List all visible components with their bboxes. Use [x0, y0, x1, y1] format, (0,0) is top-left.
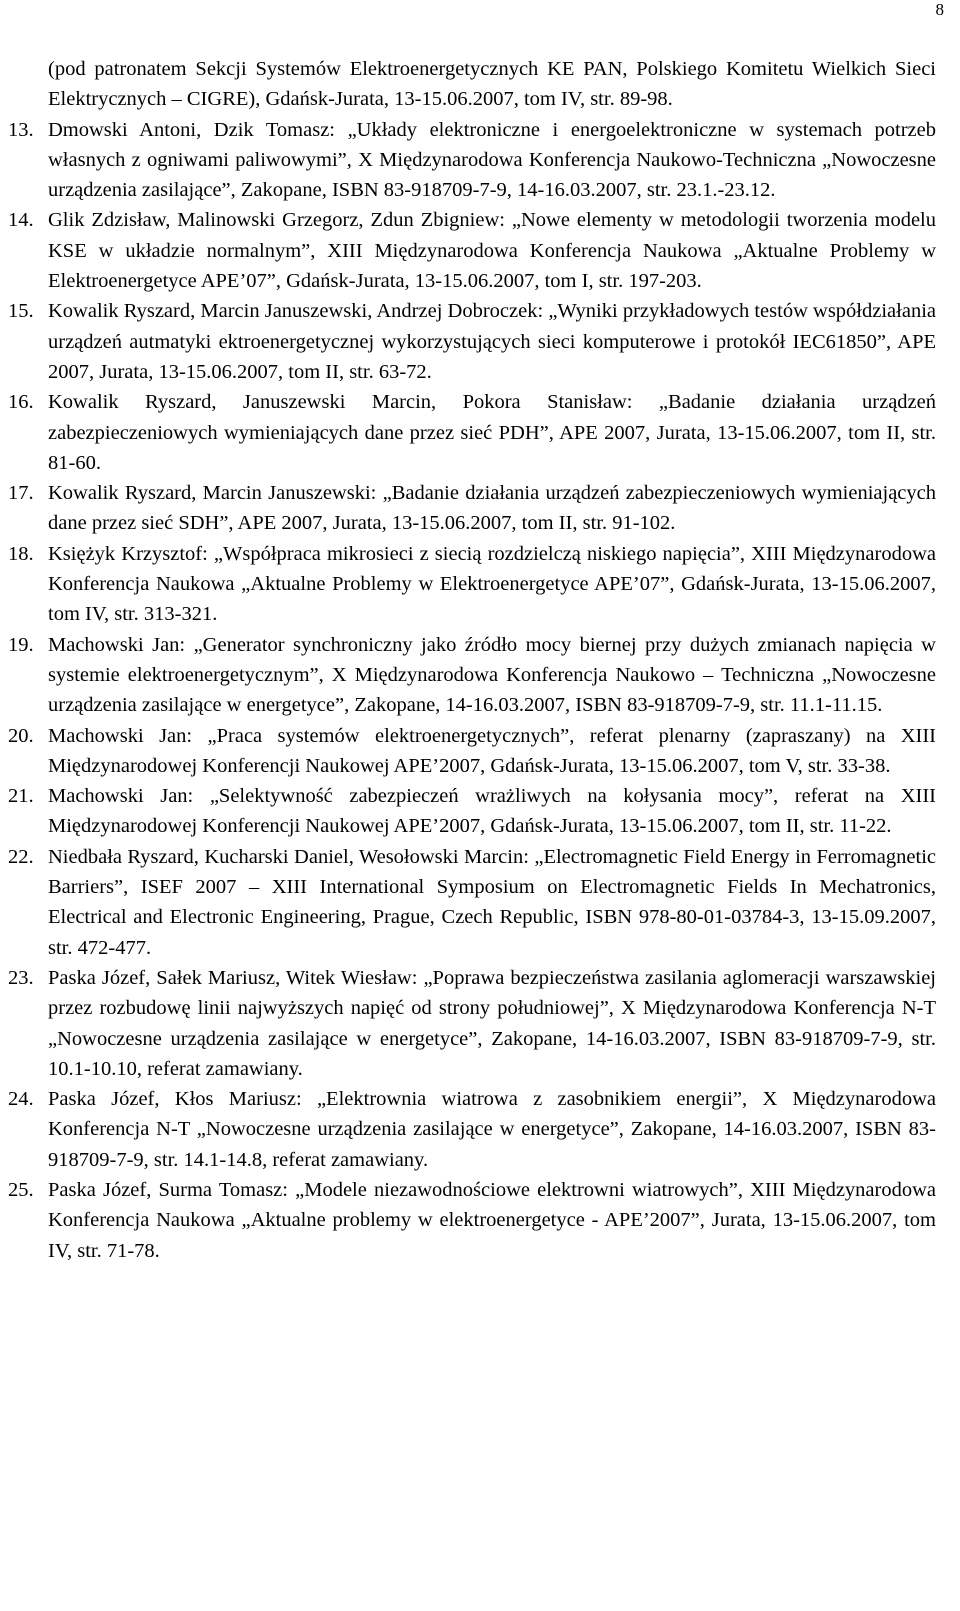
reference-number: 13. — [8, 118, 34, 141]
reference-item-15 — [8, 296, 936, 387]
reference-item-21 — [8, 781, 936, 842]
reference-text: Paska Józef, Surma Tomasz: „Modele niezawodnościowe elektrowni wiatrowych”, XIII Międzynarodowa Konferencja Naukowa „Aktualne problemy w elektroenergetyce - APE’2007”, Jurata, 13-15.06.2007, tom IV, str. 71-78. — [48, 1178, 936, 1262]
reference-number: 24. — [8, 1088, 34, 1111]
reference-number: 23. — [8, 966, 34, 989]
reference-list — [8, 54, 936, 1266]
reference-text: Machowski Jan: „Praca systemów elektroenergetycznych”, referat plenarny (zapraszany) na XIII Międzynarodowej Konferencji Naukowej APE’2007, Gdańsk-Jurata, 13-15.06.2007, tom V, str. 33-38. — [48, 724, 936, 777]
reference-text: (pod patronatem Sekcji Systemów Elektroenergetycznych KE PAN, Polskiego Komitetu Wielkich Sieci Elektrycznych – CIGRE), Gdańsk-Jurata, 13-15.06.2007, tom IV, str. 89-98. — [48, 58, 936, 111]
reference-text: Paska Józef, Kłos Mariusz: „Elektrownia wiatrowa z zasobnikiem energii”, X Międzynarodowa Konferencja N-T „Nowoczesne urządzenia zasilające w energetyce”, Zakopane, 14-16.03.2007, ISBN 83-918709-7-9, str. 14.1-14.8, referat zamawiany. — [48, 1088, 936, 1171]
reference-number: 19. — [8, 633, 34, 656]
reference-item-18 — [8, 539, 936, 630]
reference-item-13 — [8, 115, 936, 206]
reference-text: Glik Zdzisław, Malinowski Grzegorz, Zdun Zbigniew: „Nowe elementy w metodologii tworzenia modelu KSE w układzie normalnym”, XIII Międzynarodowa Konferencja Naukowa „Aktualne Problemy w Elektroenergetyce APE’07”, Gdańsk-Jurata, 13-15.06.2007, tom I, str. 197-203. — [48, 209, 936, 293]
reference-number: 21. — [8, 785, 34, 808]
reference-item-19 — [8, 630, 936, 721]
reference-number: 15. — [8, 300, 34, 323]
reference-text: Kowalik Ryszard, Marcin Januszewski, Andrzej Dobroczek: „Wyniki przykładowych testów współdziałania urządzeń autmatyki ektroenergetycznej wykorzystujących sieci komputerowe i protokół IEC61850”, APE 2007, Jurata, 13-15.06.2007, tom II, str. 63-72. — [48, 300, 936, 383]
reference-text: Niedbała Ryszard, Kucharski Daniel, Wesołowski Marcin: „Electromagnetic Field Energy in Ferromagnetic Barriers”, ISEF 2007 – XIII International Symposium on Electromagnetic Fields In Mechatronics, Electrical and Electronic Engineering, Prague, Czech Republic, ISBN 978-80-01-03784-3, 13-15.09.2007, str. 472-477. — [48, 845, 936, 959]
reference-number: 17. — [8, 482, 34, 505]
reference-text: Księżyk Krzysztof: „Współpraca mikrosieci z siecią rozdzielczą niskiego napięcia”, XIII Międzynarodowa Konferencja Naukowa „Aktualne Problemy w Elektroenergetyce APE’07”, Gdańsk-Jurata, 13-15.06.2007, tom IV, str. 313-321. — [48, 542, 936, 626]
reference-item-25 — [8, 1175, 936, 1266]
reference-item-23 — [8, 963, 936, 1084]
reference-item-17 — [8, 478, 936, 539]
reference-item-24 — [8, 1084, 936, 1175]
reference-text: Paska Józef, Sałek Mariusz, Witek Wiesław: „Poprawa bezpieczeństwa zasilania aglomeracji warszawskiej przez rozbudowę linii najwyższych napięć od strony południowej”, X Międzynarodowa Konferencja N-T „Nowoczesne urządzenia zasilające w energetyce”, Zakopane, 14-16.03.2007, ISBN 83-918709-7-9, str. 10.1-10.10, referat zamawiany. — [48, 966, 936, 1080]
reference-number: 18. — [8, 542, 34, 565]
reference-item-14 — [8, 205, 936, 296]
reference-text: Kowalik Ryszard, Marcin Januszewski: „Badanie działania urządzeń zabezpieczeniowych wymieniających dane przez sieć SDH”, APE 2007, Jurata, 13-15.06.2007, tom II, str. 91-102. — [48, 482, 936, 535]
page-number: 8 — [935, 0, 944, 19]
reference-item-20 — [8, 721, 936, 782]
reference-text: Dmowski Antoni, Dzik Tomasz: „Układy elektroniczne i energoelektroniczne w systemach potrzeb własnych z ogniwami paliwowymi”, X Międzynarodowa Konferencja Naukowo-Techniczna „Nowoczesne urządzenia zasilające”, Zakopane, ISBN 83-918709-7-9, 14-16.03.2007, str. 23.1.-23.12. — [48, 118, 936, 202]
reference-number: 16. — [8, 391, 34, 414]
reference-number: 20. — [8, 724, 34, 747]
reference-number: 22. — [8, 845, 34, 868]
reference-text: Machowski Jan: „Generator synchroniczny jako źródło mocy biernej przy dużych zmianach napięcia w systemie elektroenergetycznym”, X Międzynarodowa Konferencja Naukowo – Techniczna „Nowoczesne urządzenia zasilające w energetyce”, Zakopane, 14-16.03.2007, ISBN 83-918709-7-9, str. 11.1-11.15. — [48, 633, 936, 717]
reference-item-continued — [8, 54, 936, 115]
reference-item-16 — [8, 387, 936, 478]
reference-item-22 — [8, 842, 936, 963]
reference-number: 14. — [8, 209, 34, 232]
reference-text: Machowski Jan: „Selektywność zabezpieczeń wrażliwych na kołysania mocy”, referat na XIII Międzynarodowej Konferencji Naukowej APE’2007, Gdańsk-Jurata, 13-15.06.2007, tom II, str. 11-22. — [48, 785, 936, 838]
reference-text: Kowalik Ryszard, Januszewski Marcin, Pokora Stanisław: „Badanie działania urządzeń zabezpieczeniowych wymieniających dane przez sieć PDH”, APE 2007, Jurata, 13-15.06.2007, tom II, str. 81-60. — [48, 391, 936, 474]
reference-number: 25. — [8, 1178, 34, 1201]
